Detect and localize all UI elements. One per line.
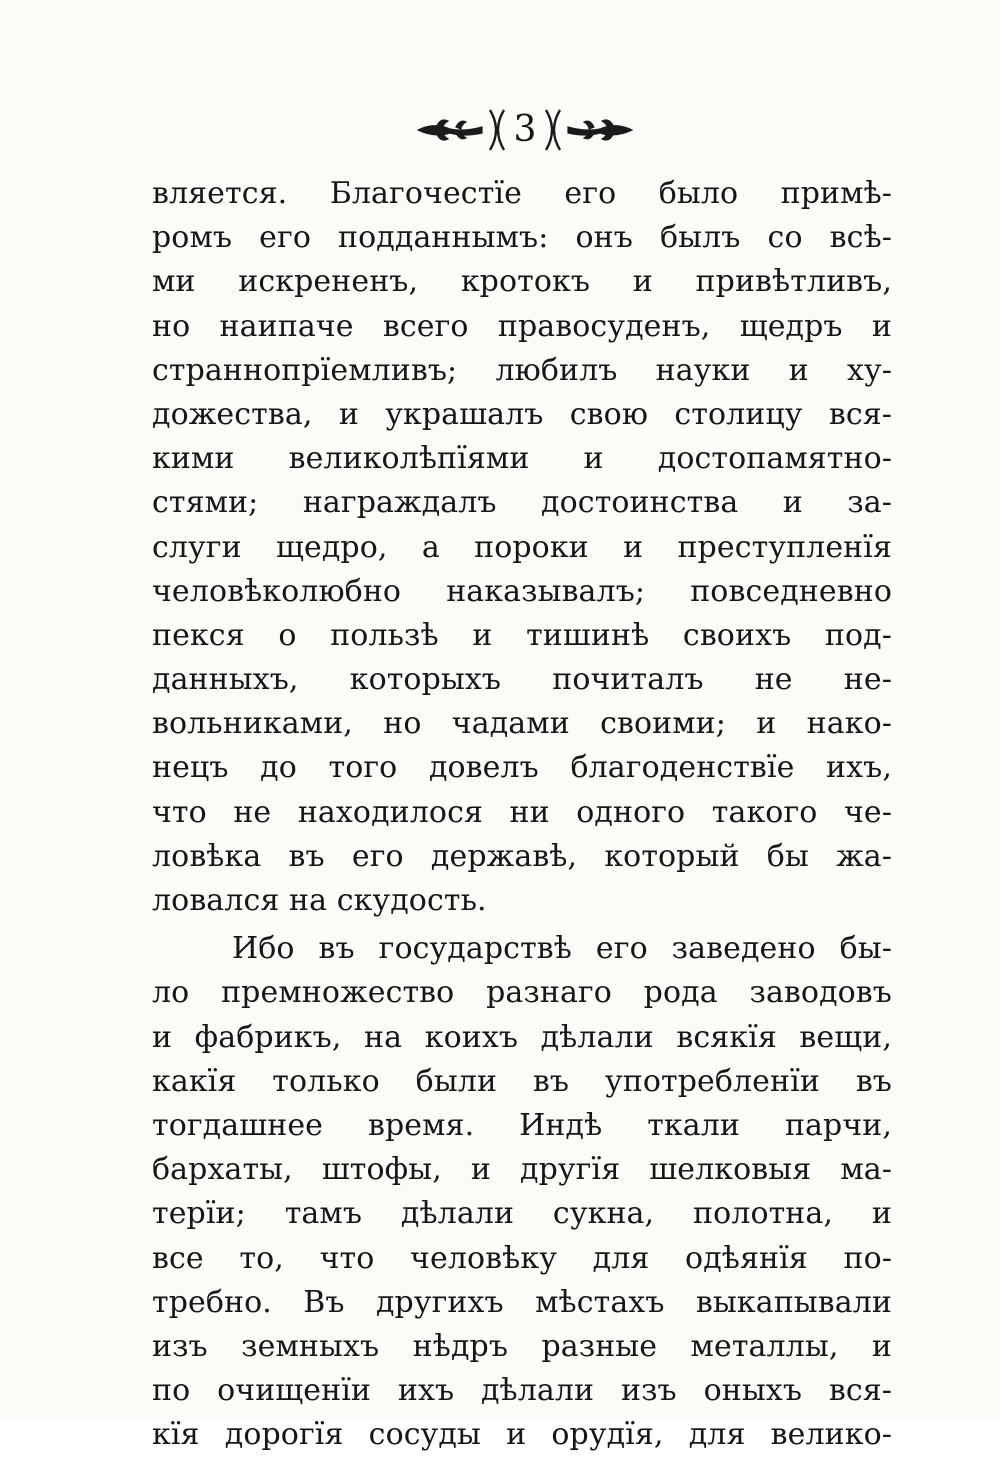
text-line: пекся о пользѣ и тишинѣ своихъ под- [152, 617, 892, 653]
text-line: вольниками, но чадами своими; и нако- [152, 706, 892, 742]
text-line: по очищенїи ихъ дѣлали изъ оныхъ вся- [152, 1373, 892, 1409]
text-line: ми искрененъ, кротокъ и привѣтливъ, [152, 264, 892, 300]
text-line: терїи; тамъ дѣлали сукна, полотна, и [152, 1196, 892, 1232]
body-text [152, 172, 892, 1457]
text-line: и фабрикъ, на коихъ дѣлали всякїя вещи, [152, 1019, 892, 1055]
page-number: 3 [513, 109, 537, 150]
text-line: человѣколюбно наказывалъ; повседневно [152, 573, 892, 609]
text-line: ромъ его подданнымъ: онъ былъ со всѣ- [152, 220, 892, 256]
paragraph-2 [152, 927, 892, 1457]
fleuron-left-icon [416, 113, 486, 147]
text-line: дожества, и украшалъ свою столицу вся- [152, 396, 892, 432]
text-line: требно. Въ другихъ мѣстахъ выкапывали [152, 1284, 892, 1320]
text-line: нецъ до того довелъ благоденствїе ихъ, [152, 750, 892, 786]
text-line: кими великолѣпїями и достопамятно- [152, 441, 892, 477]
text-line: Ибо въ государствѣ его заведено бы- [232, 931, 892, 967]
fleuron-right-icon [564, 113, 634, 147]
text-line: ловался на скудость. [152, 883, 487, 918]
text-line: что не находилося ни одного такого че- [152, 794, 892, 830]
text-line: слуги щедро, а пороки и преступленїя [152, 529, 892, 565]
paren-right-icon [542, 108, 564, 152]
text-line: вляется. Благочестїе его было примѣ- [152, 176, 892, 211]
paragraph-1 [152, 172, 892, 923]
text-line: все то, что человѣку для одѣянїя по- [152, 1240, 892, 1276]
text-line: ло премножество разнаго рода заводовъ [152, 975, 892, 1011]
text-line: изъ земныхъ нѣдръ разные металлы, и [152, 1328, 892, 1364]
paren-left-icon [486, 108, 508, 152]
text-line: бархаты, штофы, и другїя шелковыя ма- [152, 1152, 892, 1188]
page-header [395, 100, 655, 160]
text-line: страннопрїемливъ; любилъ науки и ху- [152, 352, 892, 388]
text-line: тогдашнее время. Индѣ ткали парчи, [152, 1107, 892, 1143]
text-line: стями; награждалъ достоинства и за- [152, 485, 892, 521]
text-line: кїя дорогїя сосуды и орудїя, для велико- [152, 1417, 892, 1453]
text-line: какїя только были въ употребленїи въ [152, 1063, 892, 1099]
text-line: но наипаче всего правосуденъ, щедръ и [152, 308, 892, 344]
text-line: данныхъ, которыхъ почиталъ не не- [152, 662, 892, 698]
text-line: ловѣка въ его державѣ, который бы жа- [152, 838, 892, 874]
